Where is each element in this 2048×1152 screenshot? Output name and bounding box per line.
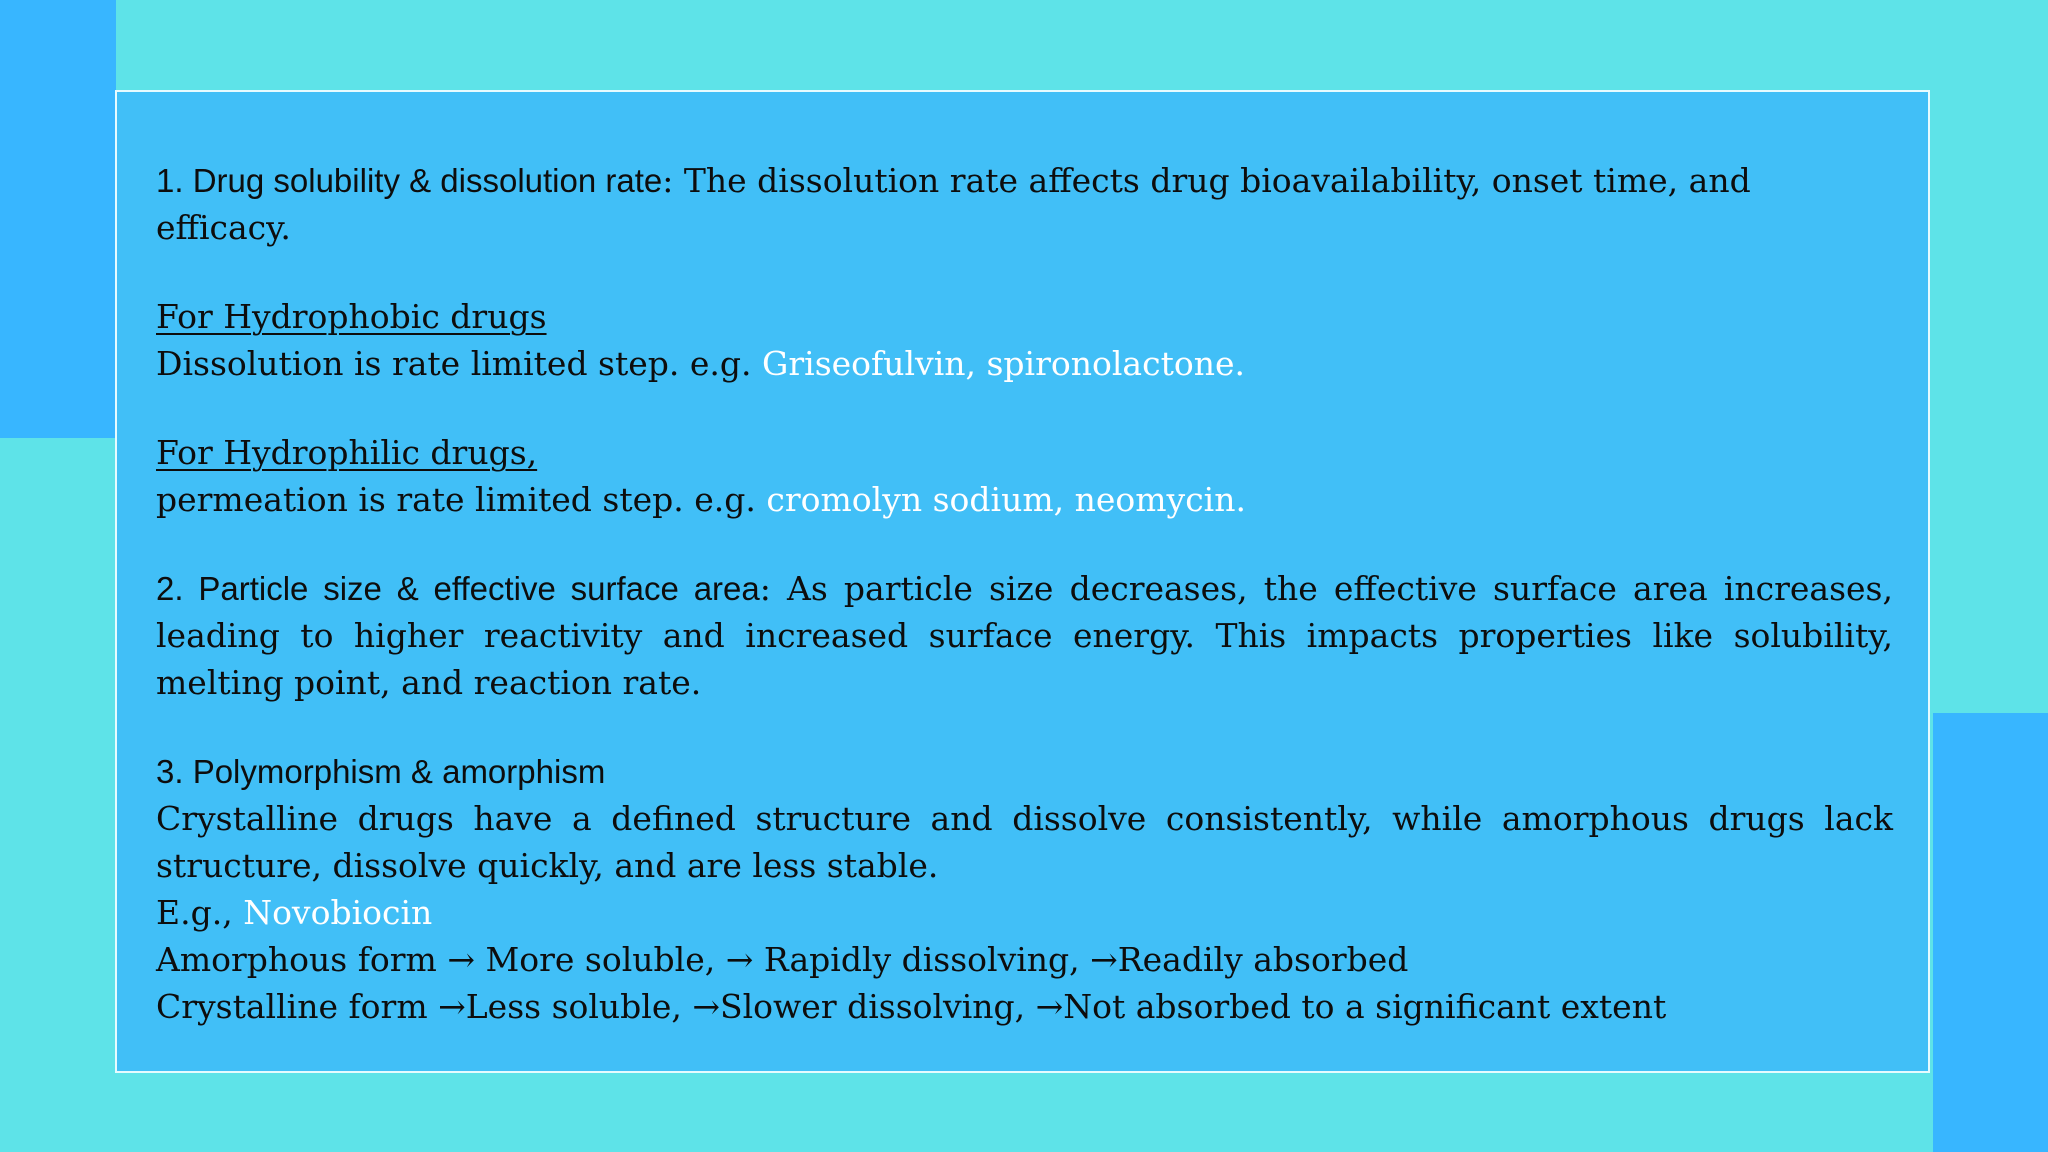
section-3-example (156, 889, 1893, 936)
section-2 (156, 565, 1893, 706)
spacer (156, 706, 1893, 748)
hydrophobic-examples: Griseofulvin, spironolactone. (762, 344, 1245, 383)
section-1-text: : The dissolution rate affects drug bioavailability, onset time, and efficacy. (156, 161, 1751, 247)
section-3-heading-line (156, 748, 1893, 795)
hydrophobic-title (156, 293, 1893, 340)
section-2-heading: 2. Particle size & effective surface area (156, 570, 760, 607)
example-label: E.g., (156, 893, 244, 932)
spacer (156, 387, 1893, 429)
section-1-heading: 1. Drug solubility & dissolution rate (156, 162, 663, 199)
section-3-heading: 3. Polymorphism & amorphism (156, 753, 606, 790)
crystalline-line: Crystalline form →Less soluble, →Slower dissolving, →Not absorbed to a significant extent (156, 987, 1667, 1026)
decorative-block-left (0, 0, 116, 438)
section-3-text: Crystalline drugs have a defined structure and dissolve consistently, while amorphous drugs lack structure, dissolve quickly, and are less stable. (156, 799, 1893, 885)
section-1 (156, 157, 1893, 251)
section-2-text: : As particle size decreases, the effective surface area increases, leading to higher reactivity and increased surface energy. This impacts properties like solubility, melting point, and reaction rate. (156, 569, 1893, 702)
hydrophilic-title (156, 429, 1893, 476)
amorphous-line: Amorphous form → More soluble, → Rapidly dissolving, →Readily absorbed (156, 940, 1409, 979)
spacer (156, 523, 1893, 565)
decorative-block-right (1933, 713, 2048, 1152)
hydrophilic-examples: cromolyn sodium, neomycin. (766, 480, 1246, 519)
example-drug: Novobiocin (243, 893, 433, 932)
content-text (156, 157, 1893, 1030)
hydrophobic-title-text: For Hydrophobic drugs (156, 297, 547, 336)
hydrophobic-line (156, 340, 1893, 387)
hydrophilic-title-text: For Hydrophilic drugs, (156, 433, 538, 472)
hydrophobic-text: Dissolution is rate limited step. e.g. (156, 344, 763, 383)
hydrophilic-line (156, 476, 1893, 523)
spacer (156, 251, 1893, 293)
hydrophilic-text: permeation is rate limited step. e.g. (156, 480, 767, 519)
